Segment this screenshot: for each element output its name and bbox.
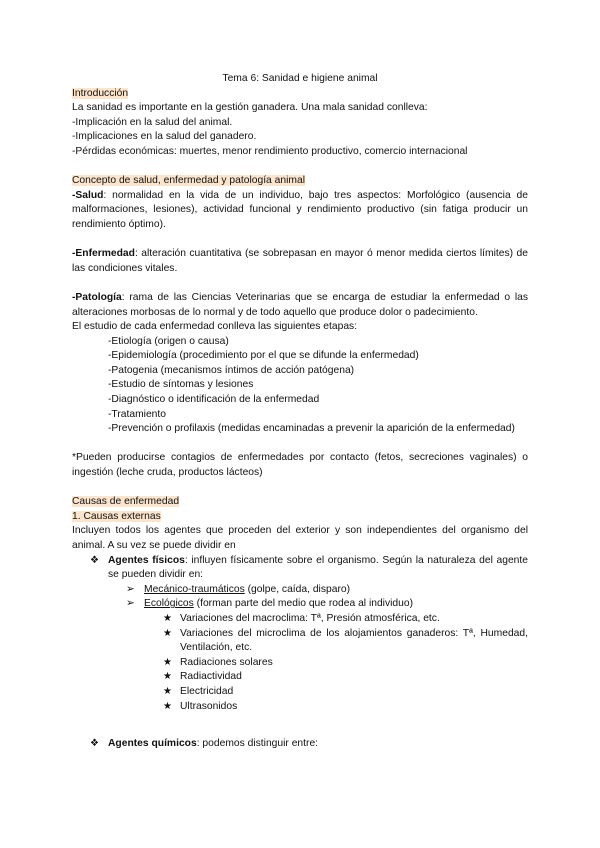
spacer [72,233,528,248]
star-bullet-icon: ★ [163,685,172,697]
ecologico-subitem [72,685,528,700]
quimicos-item [72,737,528,752]
etapa-item: -Diagnóstico o identificación de la enfermedad [108,394,320,406]
etapa-item: -Etiología (origen o causa) [108,335,229,347]
spacer [72,437,528,452]
ecologicos-text: (forman parte del medio que rodea al individuo) [193,598,414,610]
ecologico-subitem [72,656,528,671]
intro-item: -Pérdidas económicas: muertes, menor rendimiento productivo, comercio internacional [72,145,468,157]
intro-item: -Implicación en la salud del animal. [72,116,233,128]
ecologico-subitem-text: Radiaciones solares [180,656,273,668]
salud-text: : normalidad en la vida de un individuo, bajo tres aspectos: Morfológico (ausencia de malformaciones, lesiones), actividad funcional y rendimiento productivo (sin fatiga producir un rendimiento óptimo). [72,189,528,230]
ecologico-subitem [72,670,528,685]
fisicos-item [72,554,528,583]
mecanico-item [72,583,528,598]
etapa-item: -Estudio de síntomas y lesiones [108,379,254,391]
enfermedad-text: : alteración cuantitativa (se sobrepasan en mayor ó menor medida ciertos límites) de las condiciones vitales. [72,248,528,274]
star-bullet-icon: ★ [163,656,172,668]
quimicos-text: : podemos distinguir entre: [196,737,319,749]
patologia-text: : rama de las Ciencias Veterinarias que se encarga de estudiar la enfermedad o las alteraciones morbosas de lo normal y de todo aquello que produce dolor o padecimiento. [72,291,528,318]
etapa-item: -Prevención o profilaxis (medidas encaminadas a prevenir la aparición de la enfermedad) [108,423,515,435]
ecologicos-item [72,597,528,612]
document-title: Tema 6: Sanidad e higiene animal [222,73,378,84]
ecologico-subitem-text: Variaciones del microclima de los alojamientos ganaderos: Tª, Humedad, Ventilación, etc. [180,627,528,654]
star-bullet-icon: ★ [163,700,172,712]
fisicos-term: Agentes físicos [108,554,185,566]
ecologico-subitem [72,612,528,627]
concept-heading [72,174,528,189]
quimicos-term: Agentes químicos [108,737,197,749]
causas-subheading-text: 1. Causas externas [72,510,161,522]
ecologico-subitem [72,627,528,656]
contagio-note: *Pueden producirse contagios de enfermedades por contacto (fetos, secreciones vaginales) o ingestión (leche cruda, productos lácteos) [72,452,528,479]
ecologico-subitem-text: Electricidad [180,685,234,697]
enfermedad-paragraph [72,247,528,276]
causas-heading-text: Causas de enfermedad [72,496,180,508]
ecologico-subitem-text: Radiactividad [180,671,242,683]
spacer [72,729,528,737]
concept-heading-text: Concepto de salud, enfermedad y patología animal [72,175,305,187]
intro-item: -Implicaciones en la salud del ganadero. [72,131,257,143]
spacer [72,160,528,175]
diamond-bullet-icon: ❖ [90,737,99,749]
spacer [72,714,528,729]
enfermedad-term: -Enfermedad [72,248,135,260]
salud-term: -Salud [72,189,104,201]
mecanico-term: Mecánico-traumáticos [144,583,245,595]
etapas-lead: El estudio de cada enfermedad conlleva las siguientes etapas: [72,321,358,333]
intro-heading-text: Introducción [72,87,129,99]
causas-subheading [72,510,528,525]
ecologicos-term: Ecológicos [144,598,194,610]
star-bullet-icon: ★ [163,671,172,683]
star-bullet-icon: ★ [163,612,172,624]
causas-lead: Incluyen todos los agentes que proceden del exterior y son independientes del organismo del animal. A su vez se puede dividir en [72,525,528,551]
patologia-paragraph [72,291,528,320]
ecologico-subitem-text: Variaciones del macroclima: Tª, Presión atmosférica, etc. [180,612,440,624]
etapa-item: -Tratamiento [108,408,166,420]
star-bullet-icon: ★ [163,627,172,639]
arrow-bullet-icon: ➢ [126,598,135,610]
diamond-bullet-icon: ❖ [90,554,99,566]
salud-paragraph [72,189,528,233]
arrow-bullet-icon: ➢ [126,583,135,595]
fisicos-text: : influyen físicamente sobre el organismo. Según la naturaleza del agente se pueden dividir en: [108,554,528,581]
etapa-item: -Epidemiología (procedimiento por el que se difunde la enfermedad) [108,350,419,362]
causas-heading [72,495,528,510]
spacer [72,276,528,291]
spacer [72,481,528,496]
intro-heading [72,87,528,102]
ecologico-subitem [72,700,528,715]
ecologico-subitem-text: Ultrasonidos [180,700,238,712]
mecanico-text: (golpe, caída, disparo) [244,583,351,595]
patologia-term: -Patología [72,291,122,303]
intro-lead: La sanidad es importante en la gestión ganadera. Una mala sanidad conlleva: [72,102,428,114]
document-page [72,72,528,751]
etapa-item: -Patogenia (mecanismos íntimos de acción patógena) [108,364,355,376]
